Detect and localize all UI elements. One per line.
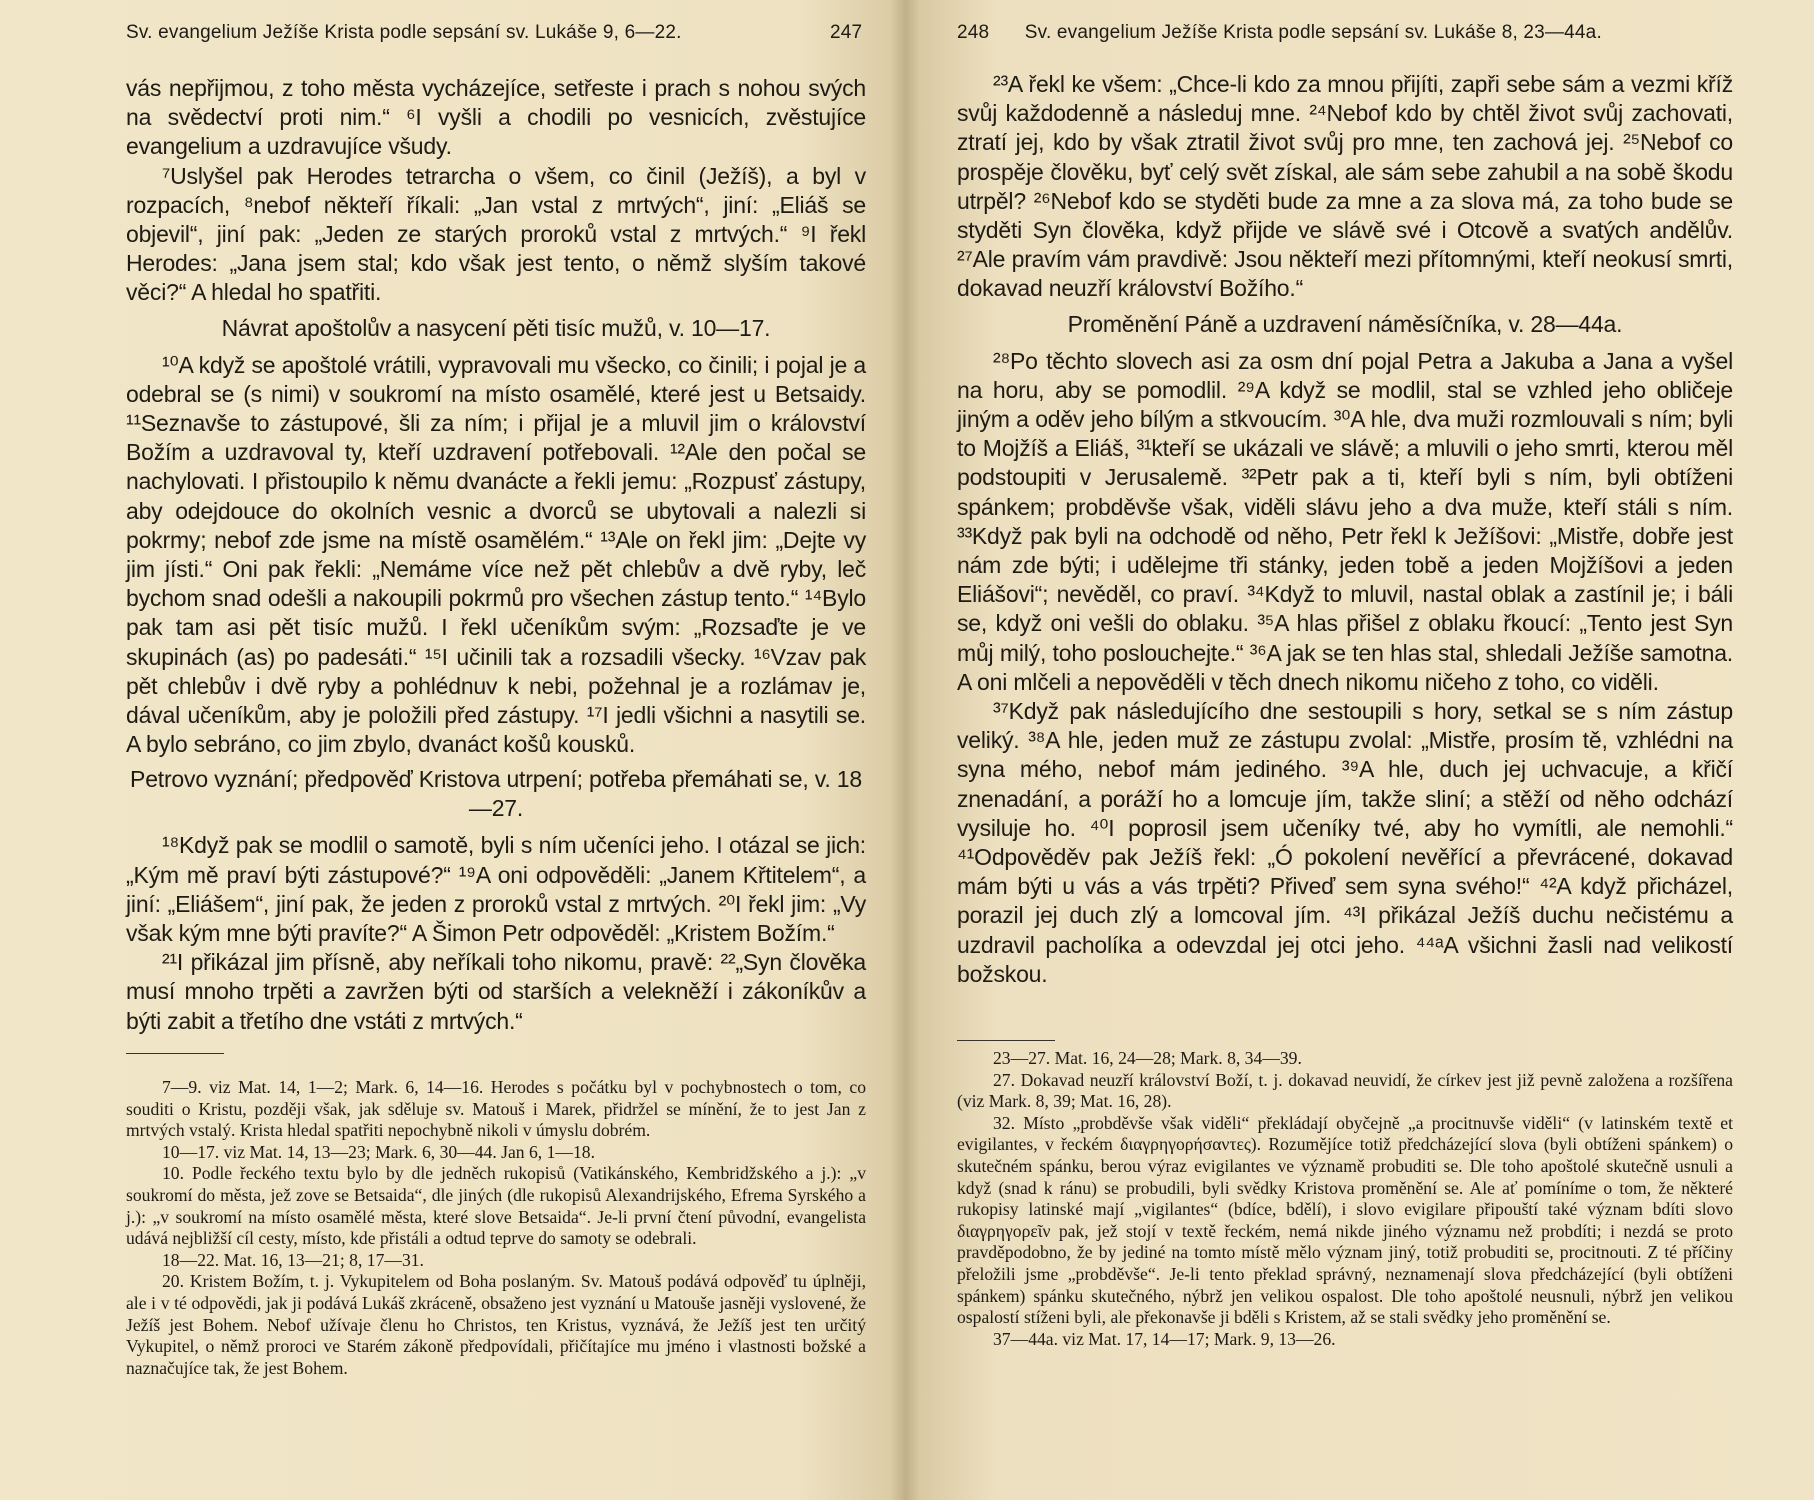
right-footnotes	[957, 1048, 1733, 1350]
section-heading: Petrovo vyznání; předpověď Kristova utrpení; potřeba přemáhati se, v. 18—27.	[130, 766, 862, 822]
footnote: 32. Místo „probděvše však viděli“ překládají obyčejně „a procitnuvše viděli“ (v latinském textě et evigilantes, v řeckém διαγρηγορήσαντες). Rozumějíce totiž předcházející slova (byli obtíženi spánkem) o skutečném spánku, berou výraz evigilantes ve významě probuditi se. Dle toho apoštolé skutečně usnuli a když (snad k ránu) se probudili, byli svědky Kristova proměnění se. Ale ať pomíníme o tom, že některé rukopisy latinské mají „vigilantes“ (bdíce, bdělí), i slovo evigilare připouští také význam bdíti slovo διαγρηγορεῖν pak, jež stojí v textě řeckém, nemá nikde jiného významu než probdíti; i nezdá se proto pravděpodobno, že by jediné na tomto místě mělo význam jiný, totiž probuditi se, procitnouti. Z té příčiny přeložili jsme „probděvše“. Je-li tento překlad správný, neznamenají slova předcházející (byli obtíženi spánkem) spánku skutečného, nýbrž jen velikou ospalost. Dle toho apoštolé neusnuli, nýbrž jen velikou ospalostí stíženi byli, ale překonavše ji bděli s Kristem, až se stali svědky jeho proměnění se.	[957, 1112, 1733, 1328]
right-main-text	[957, 70, 1733, 989]
left-page	[0, 0, 905, 1500]
book-gutter	[890, 0, 920, 1500]
paragraph: ¹⁰A když se apoštolé vrátili, vypravovali mu všecko, co činili; i pojal je a odebral se (s nimi) v soukromí na místo osamělé, které jest u Betsaidy. ¹¹Seznavše to zástupové, šli za ním; i přijal je a mluvil jim o království Božím a uzdravoval ty, kteří uzdravení potřebovali. ¹²Ale den počal se nachylovati. I přistoupilo k němu dvanácte a řekli jemu: „Rozpusť zástupy, aby odejdouce do okolních vesnic a dvorců se ubytovali a nalezli si pokrmy; nebof zde jsme na místě osamělém.“ ¹³Ale on řekl jim: „Dejte vy jim jísti.“ Oni pak řekli: „Nemáme více než pět chlebův a dvě ryby, leč bychom snad odešli a nakoupili pokrmů pro všechen zástup tento.“ ¹⁴Bylo pak tam asi pět tisíc mužů. I řekl učeníkům svým: „Rozsaďte je ve skupinách (as) po padesáti.“ ¹⁵I učinili tak a rozsadili všecky. ¹⁶Vzav pak pět chlebův i dvě ryby a pohlédnuv k nebi, požehnal je a rozlámav je, dával učeníkům, aby je položili před zástupy. ¹⁷I jedli všichni a nasytili se. A bylo sebráno, co jim zbylo, dvanáct košů kousků.	[126, 351, 866, 758]
paragraph: ²³A řekl ke všem: „Chce-li kdo za mnou přijíti, zapři sebe sám a vezmi kříž svůj každodenně a následuj mne. ²⁴Nebof kdo by chtěl život svůj zachovati, ztratí jej, kdo by však ztratil život svůj pro mne, ten zachová jej. ²⁵Nebof co prospěje člověku, byť celý svět získal, ale sám sebe zahubil a na sobě škodu utrpěl? ²⁶Nebof kdo se styděti bude za mne a za slova má, za toho bude se styděti Syn člověka, když přijde ve slávě své i Otcově a svatých andělův. ²⁷Ale pravím vám pravdivě: Jsou někteří mezi přítomnými, kteří neokusí smrti, dokavad neuzří království Božího.“	[957, 71, 1733, 302]
right-page-number: 248	[957, 22, 990, 43]
footnote: 27. Dokavad neuzří království Boží, t. j. dokavad neuvidí, že církev jest již pevně založena a rozšířena (viz Mark. 8, 39; Mat. 16, 28).	[957, 1069, 1733, 1112]
footnote: 10—17. viz Mat. 14, 13—23; Mark. 6, 30—44. Jan 6, 1—18.	[162, 1141, 595, 1162]
footnote: 10. Podle řeckého textu bylo by dle jedněch rukopisů (Vatikánského, Kembridžského a j.): „v soukromí do města, jež zove se Betsaida“, dle jiných (dle rukopisů Alexandrijského, Efrema Syrského a j.): „v soukromí na místo osamělé města, které slove Betsaida“. Je-li první čtení původní, evangelista udává nejbližší cíl cesty, místo, kde přistáli a odtud teprve do samoty se odebrali.	[126, 1163, 866, 1249]
footnote: 37—44a. viz Mat. 17, 14—17; Mark. 9, 13—26.	[993, 1328, 1336, 1349]
footnote-divider	[957, 1040, 1055, 1041]
footnote: 20. Kristem Božím, t. j. Vykupitelem od Boha poslaným. Sv. Matouš podává odpověď tu úplněji, ale i v té odpovědi, jak ji podává Lukáš zkráceně, obsaženo jest vyznání u Matouše jasněji vyslovené, že Ježíš jest Bohem. Nebof užívaje členu ho Christos, ten Kristus, vyznává, že Ježíš jest ten určitý Vykupitel, o němž proroci ve Starém zákoně předpovídali, přičítajíce mu jméno i vlastnosti božské a naznačujíce tak, že jest Bohem.	[126, 1271, 866, 1378]
paragraph: ³⁷Když pak následujícího dne sestoupili s hory, setkal se s ním zástup veliký. ³⁸A hle, jeden muž ze zástupu zvolal: „Mistře, prosím tě, vzhlédni na syna mého, nebof mám jediného. ³⁹A hle, duch jej uchvacuje, a křičí znenadání, a poráží ho a lomcuje jím, takže sliní; a stěží od něho odchází vysiluje ho. ⁴⁰I poprosil jsem učeníky tvé, aby ho vymítli, ale nemohli.“ ⁴¹Odpověděv pak Ježíš řekl: „Ó pokolení nevěřící a převrácené, dokavad mám býti u vás a vás trpěti? Přiveď sem syna svého!“ ⁴²A když přicházel, porazil jej duch zlý a lomcoval jím. ⁴³I přikázal Ježíš duchu nečistému a uzdravil pacholíka a odevzdal jej otci jeho. ⁴⁴ᵃA všichni žasli nad velikostí božskou.	[957, 698, 1733, 987]
left-running-header	[126, 22, 863, 44]
right-running-header	[957, 22, 1602, 44]
footnote: 23—27. Mat. 16, 24—28; Mark. 8, 34—39.	[993, 1048, 1302, 1068]
left-running-title: Sv. evangelium Ježíše Krista podle sepsání sv. Lukáše 9, 6—22.	[126, 22, 682, 43]
left-footnotes	[126, 1077, 866, 1379]
paragraph: ²⁸Po těchto slovech asi za osm dní pojal Petra a Jakuba a Jana a vyšel na horu, aby se pomodlil. ²⁹A když se modlil, stal se vzhled jeho obličeje jiným a oděv jeho bílým a stkvoucím. ³⁰A hle, dva muži rozmlouvali s ním; byli to Mojžíš a Eliáš, ³¹kteří se ukázali ve slávě; a mluvili o jeho smrti, kterou měl podstoupiti v Jerusalemě. ³²Petr pak a ti, kteří byli s ním, byli obtíženi spánkem; probděvše však, viděli slávu jeho a dva muže, kteří stáli s ním. ³³Když pak byli na odchodě od něho, Petr řekl k Ježíšovi: „Mistře, dobře jest nám zde býti; i udělejme tři stánky, jeden tobě a jeden Mojžíšovi a jeden Eliášovi“; nevěděl, co praví. ³⁴Když to mluvil, nastal oblak a zastínil je; i báli se, když oni vešli do oblaku. ³⁵A hlas přišel z oblaku řkoucí: „Tento jest Syn můj milý, toho poslouchejte.“ ³⁶A jak se ten hlas stal, shledali Ježíše samotna. A oni mlčeli a nepověděli v těch dnech nikomu ničeho z toho, co viděli.	[957, 347, 1733, 695]
right-running-title: Sv. evangelium Ježíše Krista podle sepsání sv. Lukáše 8, 23—44a.	[1024, 22, 1602, 43]
left-page-number: 247	[830, 22, 863, 43]
section-heading: Návrat apoštolův a nasycení pěti tisíc mužů, v. 10—17.	[221, 314, 771, 341]
footnote: 18—22. Mat. 16, 13—21; 8, 17—31.	[162, 1249, 424, 1270]
paragraph: ²¹I přikázal jim přísně, aby neříkali toho nikomu, pravě: ²²„Syn člověka musí mnoho trpěti a zavržen býti od starších a velekněží i zákoníkův a býti zabit a třetího dne vstáti z mrtvých.“	[126, 949, 866, 1034]
section-heading: Proměnění Páně a uzdravení náměsíčníka, v. 28—44a.	[1067, 310, 1623, 337]
footnote: 7—9. viz Mat. 14, 1—2; Mark. 6, 14—16. Herodes s počátku byl v pochybnostech o tom, co souditi o Kristu, později však, jak sděluje sv. Matouš i Marek, přidržel se mínění, že to jest Jan z mrtvých vstalý. Krista hledal spatřiti nepochybně nikoli v úmyslu dobrém.	[126, 1077, 866, 1141]
paragraph: ⁷Uslyšel pak Herodes tetrarcha o všem, co činil (Ježíš), a byl v rozpacích, ⁸nebof někteří říkali: „Jan vstal z mrtvých“, jiní: „Eliáš se objevil“, jiní pak: „Jeden ze starých proroků vstal z mrtvých.“ ⁹I řekl Herodes: „Jana jsem stal; kdo však jest tento, o němž slyším takové věci?“ A hledal ho spatřiti.	[126, 162, 866, 306]
paragraph: ¹⁸Když pak se modlil o samotě, byli s ním učeníci jeho. I otázal se jich: „Kým mě praví býti zástupové?“ ¹⁹A oni odpověděli: „Janem Křtitelem“, a jiní: „Eliášem“, jiní pak, že jeden z proroků vstal z mrtvých. ²⁰I řekl jim: „Vy však kým mne býti pravíte?“ A Šimon Petr odpověděl: „Kristem Božím.“	[126, 832, 866, 947]
footnote-divider	[126, 1053, 224, 1054]
right-page	[905, 0, 1814, 1500]
paragraph: vás nepřijmou, z toho města vycházejíce, setřeste i prach s nohou svých na svědectví proti nim.“ ⁶I vyšli a chodili po vesnicích, zvěstujíce evangelium a uzdravujíce všudy.	[126, 75, 866, 160]
left-main-text	[126, 74, 866, 1036]
